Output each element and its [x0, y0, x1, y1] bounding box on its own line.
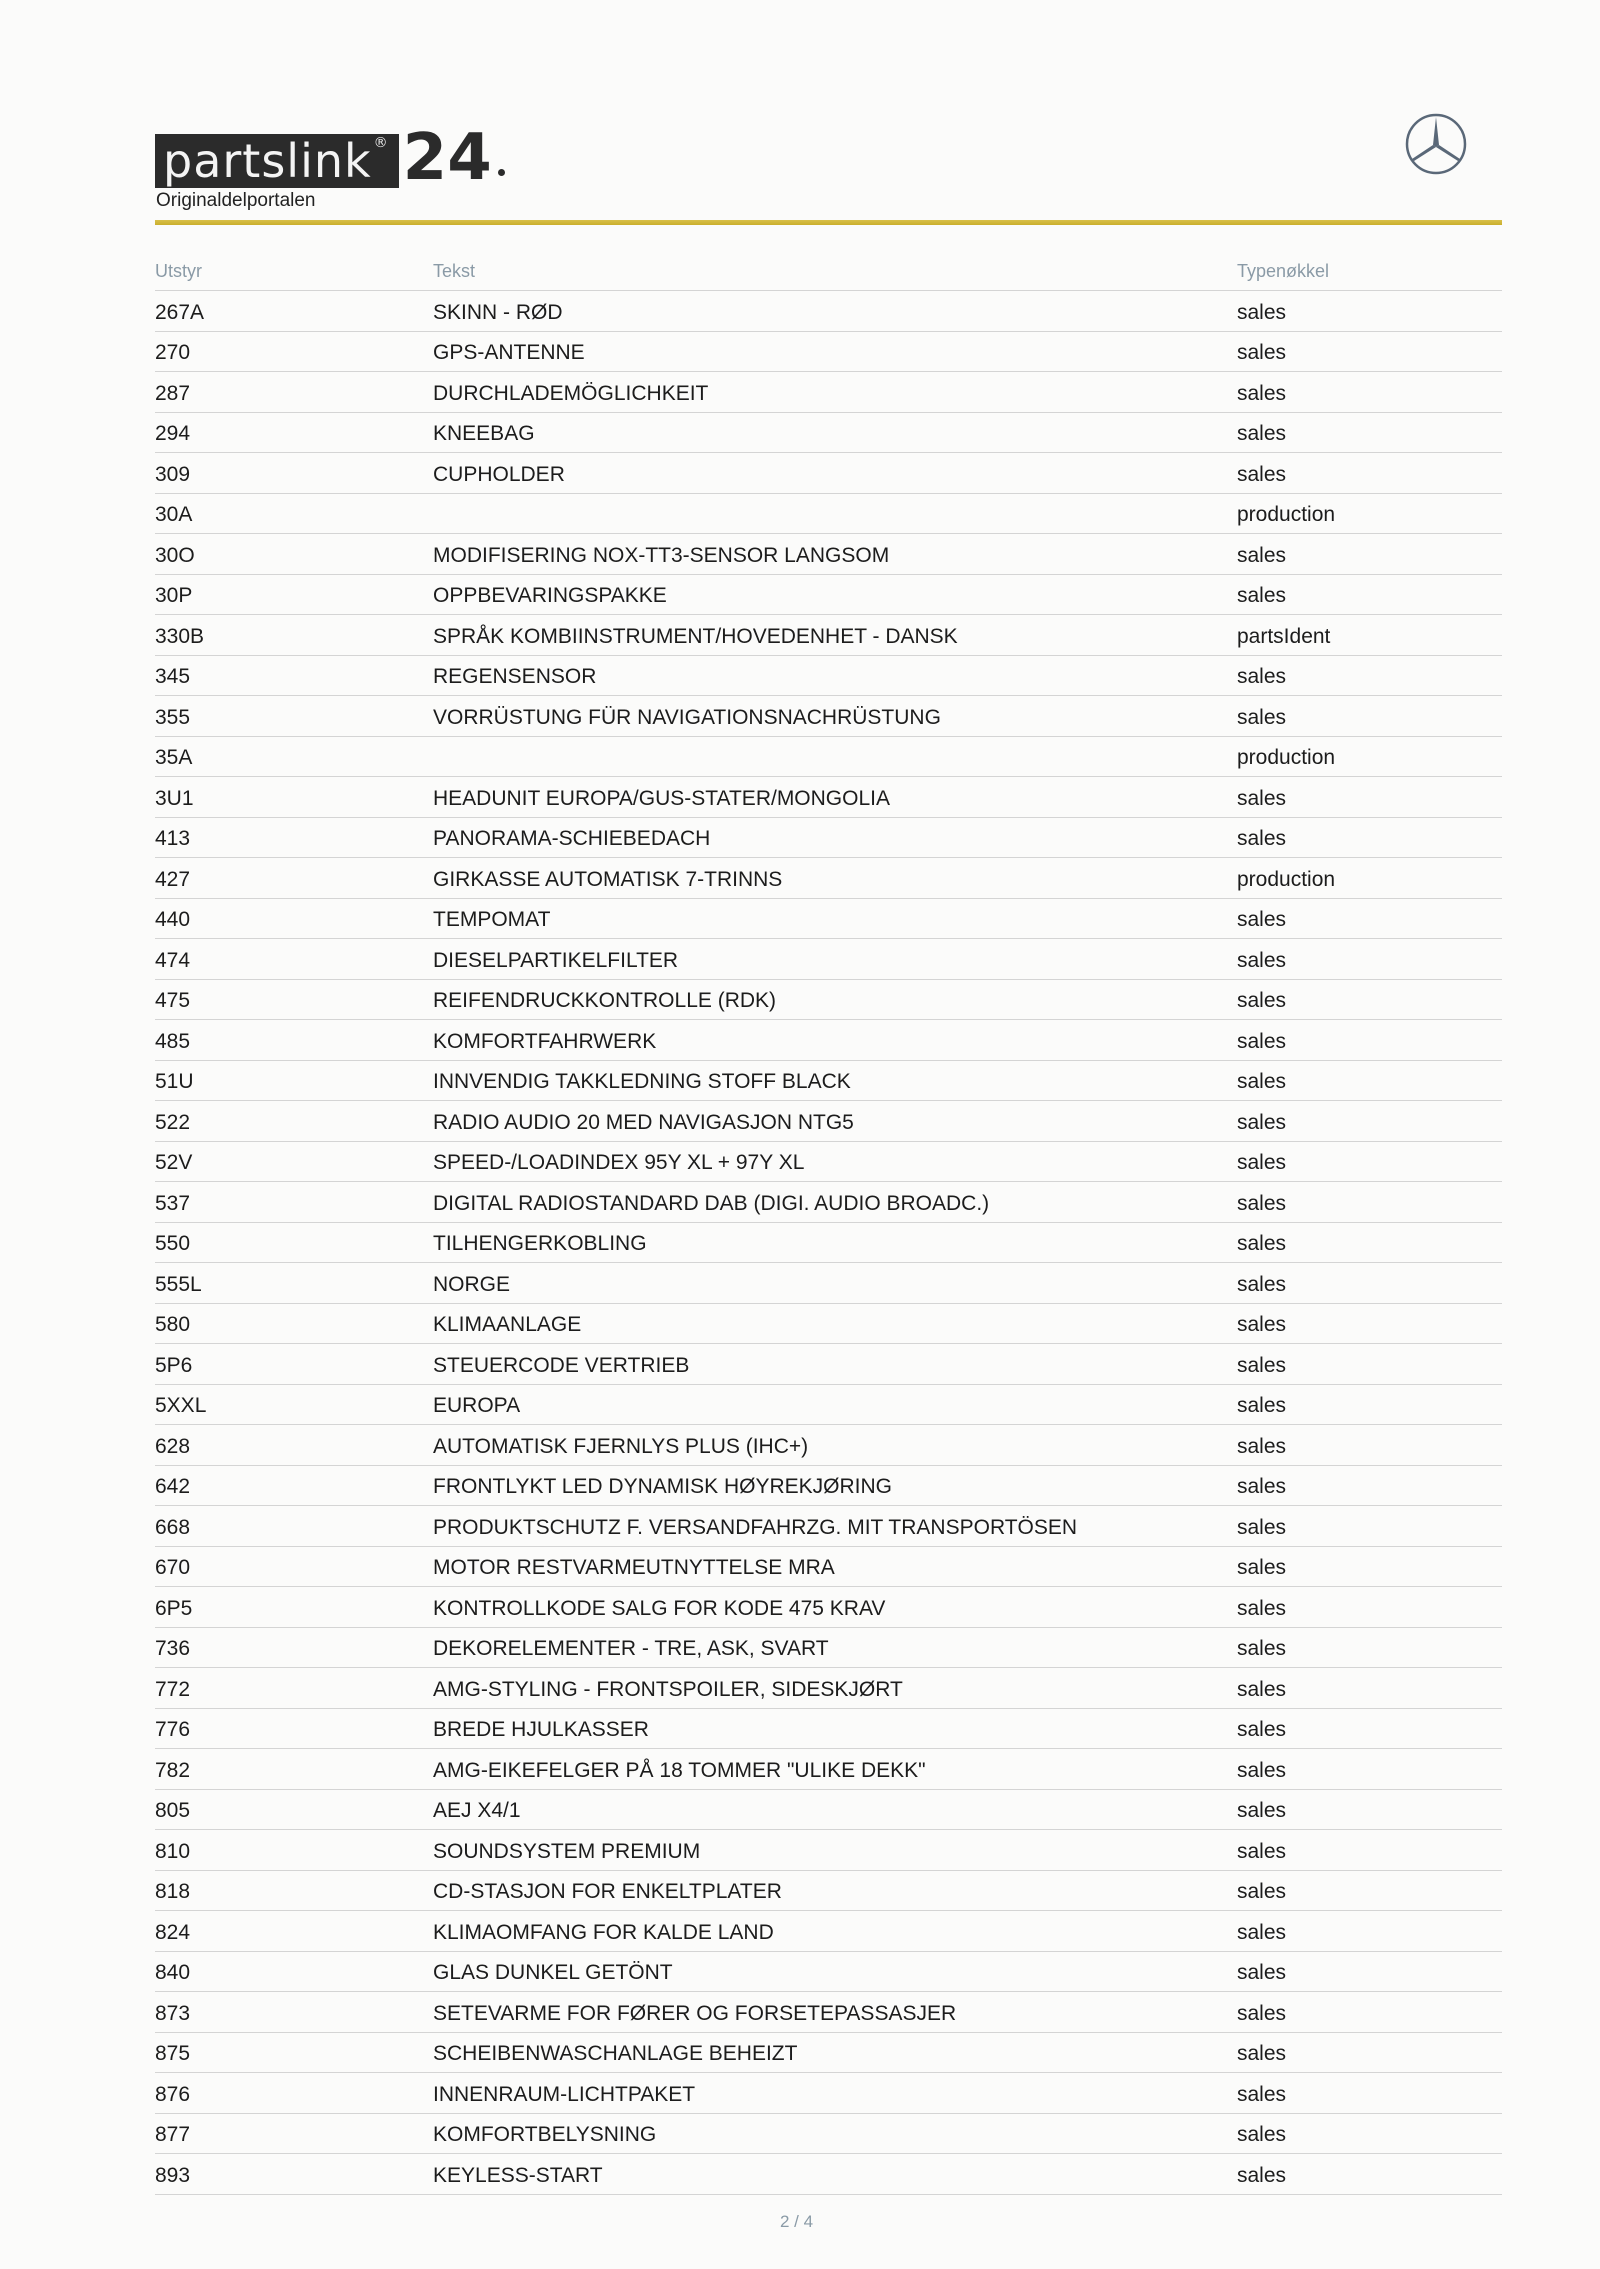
table-row — [155, 1992, 1502, 2033]
cell-type: sales — [1237, 1920, 1287, 1944]
table-row — [155, 2114, 1502, 2155]
cell-type: sales — [1237, 948, 1287, 972]
header-utstyr: Utstyr — [155, 261, 202, 281]
table-row — [155, 1466, 1502, 1507]
cell-type: sales — [1237, 1556, 1287, 1579]
cell-type: sales — [1237, 584, 1287, 607]
cell-type: sales — [1237, 1839, 1287, 1863]
table-row — [155, 1263, 1502, 1304]
table-row — [155, 1142, 1502, 1183]
table-row — [155, 818, 1502, 859]
cell-type: sales — [1237, 1515, 1287, 1539]
table-row — [155, 696, 1502, 737]
cell-type: sales — [1237, 422, 1287, 445]
mercedes-star-icon — [1404, 112, 1468, 176]
cell-code: 818 — [155, 1880, 191, 1903]
cell-text: FRONTLYKT LED DYNAMISK HØYREKJØRING — [433, 1475, 892, 1498]
cell-type: partsIdent — [1237, 624, 1331, 648]
cell-type: sales — [1237, 1029, 1287, 1053]
cell-code: 485 — [155, 1029, 191, 1053]
cell-code: 893 — [155, 2163, 191, 2187]
table-row — [155, 2154, 1502, 2195]
cell-code: 805 — [155, 1799, 191, 1822]
logo-number: 24 — [402, 121, 492, 195]
table-row — [155, 1749, 1502, 1790]
cell-type: sales — [1237, 1313, 1287, 1336]
table-row — [155, 372, 1502, 413]
cell-text: GLAS DUNKEL GETÖNT — [433, 1961, 673, 1984]
header-tekst: Tekst — [433, 261, 476, 281]
cell-code: 550 — [155, 1232, 191, 1255]
cell-code: 810 — [155, 1839, 191, 1863]
table-row — [155, 1101, 1502, 1142]
table-row — [155, 980, 1502, 1021]
cell-code: 35A — [155, 746, 193, 769]
cell-type: sales — [1237, 1637, 1287, 1660]
table-row — [155, 899, 1502, 940]
cell-type: sales — [1237, 1070, 1287, 1093]
cell-text: SETEVARME FOR FØRER OG FORSETEPASSASJER — [433, 2001, 957, 2025]
cell-text: OPPBEVARINGSPAKKE — [433, 584, 667, 607]
cell-text: VORRÜSTUNG FÜR NAVIGATIONSNACHRÜSTUNG — [433, 705, 941, 729]
cell-code: 413 — [155, 827, 191, 850]
table-row — [155, 575, 1502, 616]
table-row — [155, 1506, 1502, 1547]
cell-code: 3U1 — [155, 786, 194, 810]
table-row — [155, 1223, 1502, 1264]
cell-text: REIFENDRUCKKONTROLLE (RDK) — [433, 989, 777, 1012]
cell-text: MODIFISERING NOX-TT3-SENSOR LANGSOM — [433, 543, 890, 567]
cell-code: 345 — [155, 665, 191, 688]
cell-type: sales — [1237, 786, 1287, 810]
cell-type: sales — [1237, 543, 1287, 567]
cell-code: 267A — [155, 300, 205, 324]
cell-text: CUPHOLDER — [433, 462, 565, 486]
cell-text: STEUERCODE VERTRIEB — [433, 1353, 690, 1377]
cell-code: 270 — [155, 341, 191, 364]
cell-text: KONTROLLKODE SALG FOR KODE 475 KRAV — [433, 1596, 886, 1620]
cell-type: sales — [1237, 665, 1287, 688]
cell-text: KOMFORTBELYSNING — [433, 2123, 657, 2146]
cell-code: 877 — [155, 2123, 191, 2146]
cell-code: 824 — [155, 1920, 191, 1944]
cell-type: sales — [1237, 1272, 1287, 1296]
table-row — [155, 777, 1502, 818]
cell-type: sales — [1237, 381, 1287, 405]
page-number: 2 / 4 — [780, 2212, 814, 2231]
cell-code: 875 — [155, 2042, 191, 2065]
cell-text: KLIMAOMFANG FOR KALDE LAND — [433, 1920, 774, 1944]
cell-type: sales — [1237, 2082, 1287, 2106]
cell-code: 294 — [155, 422, 191, 445]
cell-type: production — [1237, 867, 1336, 891]
cell-code: 782 — [155, 1758, 191, 1782]
cell-code: 537 — [155, 1191, 191, 1215]
logo-dot — [498, 169, 505, 176]
table-row — [155, 939, 1502, 980]
cell-text: DIGITAL RADIOSTANDARD DAB (DIGI. AUDIO BROADC.) — [433, 1191, 990, 1215]
table-row — [155, 1344, 1502, 1385]
cell-text: TEMPOMAT — [433, 908, 551, 931]
table-row — [155, 494, 1502, 535]
table-row — [155, 1871, 1502, 1912]
cell-code: 736 — [155, 1637, 191, 1660]
cell-code: 475 — [155, 989, 191, 1012]
cell-text: KLIMAANLAGE — [433, 1313, 582, 1336]
cell-text: DIESELPARTIKELFILTER — [433, 948, 679, 972]
cell-code: 876 — [155, 2082, 191, 2106]
cell-code: 642 — [155, 1475, 191, 1498]
cell-code: 628 — [155, 1434, 191, 1458]
logo-text: partslink — [163, 134, 372, 188]
portal-subtitle: Originaldelportalen — [156, 190, 316, 211]
table-header — [155, 254, 1502, 291]
cell-code: 427 — [155, 867, 191, 891]
cell-text: PRODUKTSCHUTZ F. VERSANDFAHRZG. MIT TRANSPORTÖSEN — [433, 1515, 1078, 1539]
cell-type: sales — [1237, 827, 1287, 850]
cell-code: 5P6 — [155, 1353, 193, 1377]
cell-type: sales — [1237, 1758, 1287, 1782]
table-row — [155, 1182, 1502, 1223]
cell-code: 440 — [155, 908, 191, 931]
table-row — [155, 1830, 1502, 1871]
cell-code: 287 — [155, 381, 191, 405]
cell-text: CD-STASJON FOR ENKELTPLATER — [433, 1880, 782, 1903]
cell-type: sales — [1237, 1475, 1287, 1498]
cell-text — [433, 527, 1237, 533]
cell-text: DEKORELEMENTER - TRE, ASK, SVART — [433, 1637, 829, 1660]
table-row — [155, 1668, 1502, 1709]
cell-text: DURCHLADEMÖGLICHKEIT — [433, 381, 709, 405]
cell-type: sales — [1237, 1394, 1287, 1417]
cell-text: SCHEIBENWASCHANLAGE BEHEIZT — [433, 2042, 798, 2065]
cell-type: sales — [1237, 1799, 1287, 1822]
table-row — [155, 1425, 1502, 1466]
table-row — [155, 858, 1502, 899]
table-row — [155, 656, 1502, 697]
cell-text: AEJ X4/1 — [433, 1799, 521, 1822]
logo-box — [155, 134, 399, 188]
table-row — [155, 1587, 1502, 1628]
table-row — [155, 1304, 1502, 1345]
cell-code: 30O — [155, 543, 195, 567]
cell-text: GIRKASSE AUTOMATISK 7-TRINNS — [433, 867, 783, 891]
cell-text: AMG-STYLING - FRONTSPOILER, SIDESKJØRT — [433, 1677, 903, 1701]
table-row — [155, 1709, 1502, 1750]
cell-text: SOUNDSYSTEM PREMIUM — [433, 1839, 701, 1863]
table-row — [155, 1020, 1502, 1061]
cell-code: 474 — [155, 948, 191, 972]
cell-code: 30A — [155, 503, 193, 526]
cell-text: SPEED-/LOADINDEX 95Y XL + 97Y XL — [433, 1151, 805, 1174]
cell-text: KEYLESS-START — [433, 2163, 603, 2187]
cell-text: BREDE HJULKASSER — [433, 1718, 649, 1741]
cell-code: 522 — [155, 1110, 191, 1134]
cell-text: KOMFORTFAHRWERK — [433, 1029, 657, 1053]
cell-type: sales — [1237, 1718, 1287, 1741]
cell-text: KNEEBAG — [433, 422, 535, 445]
table-row — [155, 332, 1502, 373]
cell-text: PANORAMA-SCHIEBEDACH — [433, 827, 711, 850]
cell-type: sales — [1237, 1353, 1287, 1377]
cell-text: INNENRAUM-LICHTPAKET — [433, 2082, 696, 2106]
cell-type: sales — [1237, 2123, 1287, 2146]
table-row — [155, 1790, 1502, 1831]
cell-text: MOTOR RESTVARMEUTNYTTELSE MRA — [433, 1556, 835, 1579]
cell-type: sales — [1237, 341, 1287, 364]
table-row — [155, 1061, 1502, 1102]
cell-type: sales — [1237, 1961, 1287, 1984]
cell-text: AMG-EIKEFELGER PÅ 18 TOMMER "ULIKE DEKK" — [433, 1758, 926, 1782]
cell-type: sales — [1237, 1191, 1287, 1215]
table-row — [155, 453, 1502, 494]
cell-text: SKINN - RØD — [433, 300, 563, 324]
cell-text: RADIO AUDIO 20 MED NAVIGASJON NTG5 — [433, 1110, 854, 1134]
cell-text: REGENSENSOR — [433, 665, 597, 688]
cell-type: sales — [1237, 1110, 1287, 1134]
header-divider — [155, 220, 1502, 225]
cell-code: 840 — [155, 1961, 191, 1984]
cell-type: sales — [1237, 1434, 1287, 1458]
cell-text: AUTOMATISK FJERNLYS PLUS (IHC+) — [433, 1434, 809, 1458]
cell-code: 580 — [155, 1313, 191, 1336]
cell-type: sales — [1237, 1232, 1287, 1255]
cell-text — [433, 770, 1237, 776]
cell-text: TILHENGERKOBLING — [433, 1232, 647, 1255]
cell-type: sales — [1237, 2163, 1287, 2187]
cell-code: 52V — [155, 1151, 193, 1174]
table-row — [155, 534, 1502, 575]
cell-text: HEADUNIT EUROPA/GUS-STATER/MONGOLIA — [433, 786, 890, 810]
cell-code: 30P — [155, 584, 193, 607]
cell-code: 330B — [155, 624, 205, 648]
cell-type: sales — [1237, 300, 1287, 324]
table-row — [155, 2073, 1502, 2114]
cell-code: 670 — [155, 1556, 191, 1579]
cell-text: INNVENDIG TAKKLEDNING STOFF BLACK — [433, 1070, 851, 1093]
cell-code: 776 — [155, 1718, 191, 1741]
cell-type: sales — [1237, 705, 1287, 729]
cell-code: 309 — [155, 462, 191, 486]
cell-code: 355 — [155, 705, 191, 729]
cell-type: production — [1237, 746, 1336, 769]
cell-code: 6P5 — [155, 1596, 193, 1620]
cell-text: SPRÅK KOMBIINSTRUMENT/HOVEDENHET - DANSK — [433, 624, 958, 648]
cell-type: sales — [1237, 1596, 1287, 1620]
cell-code: 555L — [155, 1272, 202, 1296]
cell-type: sales — [1237, 1151, 1287, 1174]
cell-code: 51U — [155, 1070, 194, 1093]
table-row — [155, 1628, 1502, 1669]
table-row — [155, 1385, 1502, 1426]
cell-code: 873 — [155, 2001, 191, 2025]
header-typenokkel: Typenøkkel — [1237, 261, 1330, 281]
table-row — [155, 1952, 1502, 1993]
cell-text: EUROPA — [433, 1394, 521, 1417]
cell-type: production — [1237, 503, 1336, 526]
cell-type: sales — [1237, 989, 1287, 1012]
cell-type: sales — [1237, 2001, 1287, 2025]
table-row — [155, 2033, 1502, 2074]
cell-code: 772 — [155, 1677, 191, 1701]
cell-type: sales — [1237, 1880, 1287, 1903]
cell-type: sales — [1237, 2042, 1287, 2065]
cell-text: GPS-ANTENNE — [433, 341, 585, 364]
cell-type: sales — [1237, 1677, 1287, 1701]
cell-type: sales — [1237, 462, 1287, 486]
cell-code: 5XXL — [155, 1394, 207, 1417]
table-row — [155, 737, 1502, 778]
table-row — [155, 1547, 1502, 1588]
cell-text: NORGE — [433, 1272, 511, 1296]
table-row — [155, 1911, 1502, 1952]
equipment-table — [155, 254, 1502, 2195]
cell-type: sales — [1237, 908, 1287, 931]
cell-code: 668 — [155, 1515, 191, 1539]
table-row — [155, 413, 1502, 454]
logo-registered-mark: ® — [373, 135, 389, 151]
table-row — [155, 615, 1502, 656]
table-row — [155, 291, 1502, 332]
partslink-logo — [155, 121, 505, 195]
